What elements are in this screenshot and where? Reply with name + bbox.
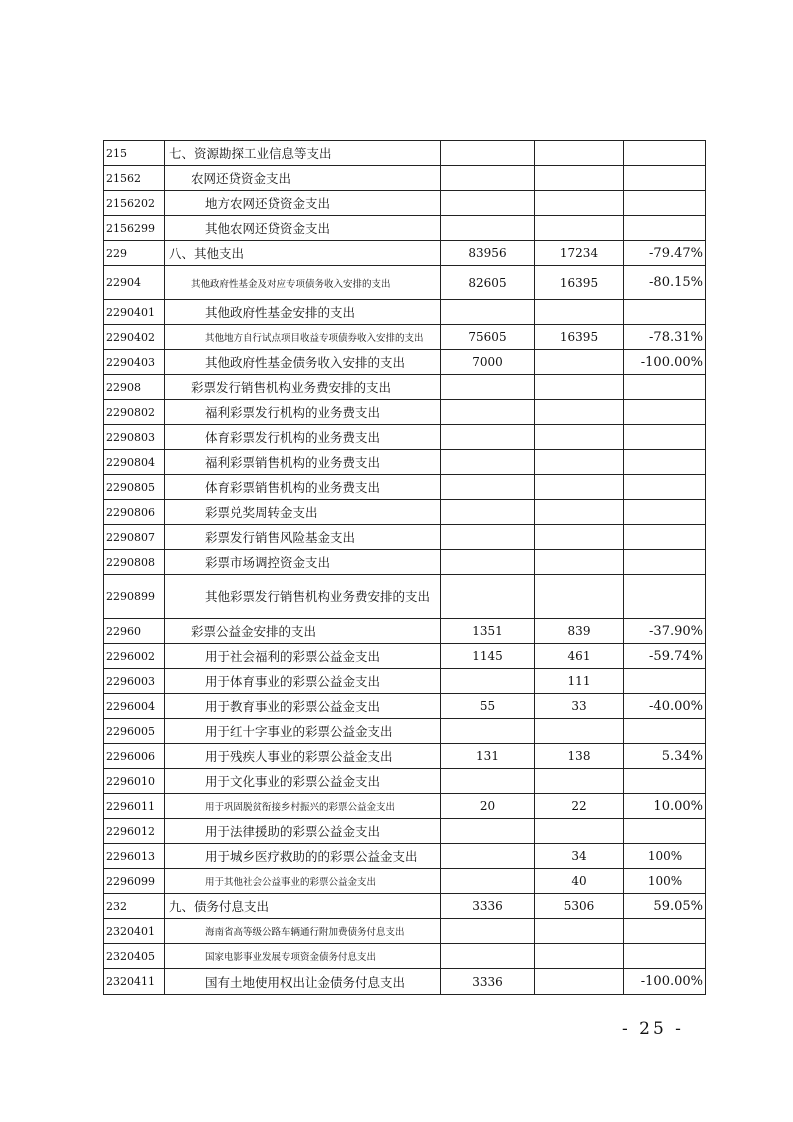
table-row <box>104 644 706 669</box>
table-row <box>104 694 706 719</box>
row-value-prev <box>441 216 535 241</box>
row-code: 215 <box>104 141 165 166</box>
row-value-curr <box>535 919 624 944</box>
row-item-name: 用于城乡医疗救助的的彩票公益金支出 <box>165 844 441 869</box>
row-change-pct: 100% <box>624 869 706 894</box>
row-value-prev: 1351 <box>441 619 535 644</box>
page-number: - 25 - <box>622 1019 684 1039</box>
row-item-name: 国家电影事业发展专项资金债务付息支出 <box>165 944 441 969</box>
row-item-name: 福利彩票销售机构的业务费支出 <box>165 450 441 475</box>
row-value-prev <box>441 944 535 969</box>
row-item-name: 彩票公益金安排的支出 <box>165 619 441 644</box>
row-value-prev <box>441 450 535 475</box>
row-value-curr <box>535 575 624 619</box>
row-code: 232 <box>104 894 165 919</box>
row-value-prev <box>441 769 535 794</box>
row-code: 2156202 <box>104 191 165 216</box>
row-code: 2296013 <box>104 844 165 869</box>
row-value-prev: 83956 <box>441 241 535 266</box>
row-value-prev: 82605 <box>441 266 535 300</box>
row-code: 2296010 <box>104 769 165 794</box>
table-row <box>104 944 706 969</box>
row-value-curr <box>535 350 624 375</box>
row-item-name: 用于红十字事业的彩票公益金支出 <box>165 719 441 744</box>
row-code: 2296004 <box>104 694 165 719</box>
row-value-prev <box>441 719 535 744</box>
row-change-pct <box>624 525 706 550</box>
row-code: 2290805 <box>104 475 165 500</box>
row-code: 22904 <box>104 266 165 300</box>
table-row <box>104 425 706 450</box>
row-code: 2290802 <box>104 400 165 425</box>
row-code: 2290403 <box>104 350 165 375</box>
row-code: 2296003 <box>104 669 165 694</box>
row-value-curr <box>535 300 624 325</box>
row-item-name: 七、资源勘探工业信息等支出 <box>165 141 441 166</box>
row-change-pct <box>624 575 706 619</box>
row-item-name: 用于其他社会公益事业的彩票公益金支出 <box>165 869 441 894</box>
row-code: 2320405 <box>104 944 165 969</box>
table-row <box>104 166 706 191</box>
row-value-prev <box>441 844 535 869</box>
row-item-name: 彩票兑奖周转金支出 <box>165 500 441 525</box>
table-row <box>104 769 706 794</box>
row-change-pct <box>624 550 706 575</box>
row-code: 2290807 <box>104 525 165 550</box>
row-change-pct <box>624 944 706 969</box>
row-item-name: 用于体育事业的彩票公益金支出 <box>165 669 441 694</box>
table-row <box>104 400 706 425</box>
row-change-pct <box>624 375 706 400</box>
row-value-curr <box>535 525 624 550</box>
table-row <box>104 191 706 216</box>
table-row <box>104 216 706 241</box>
row-value-prev <box>441 919 535 944</box>
row-change-pct <box>624 300 706 325</box>
row-change-pct: -80.15% <box>624 266 706 300</box>
row-item-name: 海南省高等级公路车辆通行附加费债务付息支出 <box>165 919 441 944</box>
row-value-curr: 17234 <box>535 241 624 266</box>
table-row <box>104 141 706 166</box>
row-value-curr <box>535 450 624 475</box>
row-item-name: 用于巩固脱贫衔接乡村振兴的彩票公益金支出 <box>165 794 441 819</box>
row-value-prev <box>441 525 535 550</box>
row-change-pct: 10.00% <box>624 794 706 819</box>
table-row <box>104 744 706 769</box>
row-change-pct <box>624 450 706 475</box>
row-value-curr: 111 <box>535 669 624 694</box>
row-value-prev: 7000 <box>441 350 535 375</box>
row-value-curr: 16395 <box>535 325 624 350</box>
row-change-pct: -100.00% <box>624 969 706 995</box>
row-code: 22908 <box>104 375 165 400</box>
row-item-name: 其他地方自行试点项目收益专项债券收入安排的支出 <box>165 325 441 350</box>
row-value-curr <box>535 375 624 400</box>
table-row <box>104 719 706 744</box>
row-value-curr <box>535 550 624 575</box>
row-code: 2290806 <box>104 500 165 525</box>
row-value-curr: 34 <box>535 844 624 869</box>
row-value-prev <box>441 141 535 166</box>
table-row <box>104 525 706 550</box>
table-row <box>104 575 706 619</box>
row-value-curr: 5306 <box>535 894 624 919</box>
row-value-curr: 839 <box>535 619 624 644</box>
row-change-pct <box>624 669 706 694</box>
row-change-pct: -59.74% <box>624 644 706 669</box>
row-value-curr <box>535 400 624 425</box>
row-value-prev <box>441 819 535 844</box>
row-item-name: 其他政府性基金安排的支出 <box>165 300 441 325</box>
row-value-prev: 3336 <box>441 894 535 919</box>
row-change-pct: -37.90% <box>624 619 706 644</box>
row-item-name: 其他政府性基金及对应专项债务收入安排的支出 <box>165 266 441 300</box>
row-code: 2296011 <box>104 794 165 819</box>
row-item-name: 体育彩票销售机构的业务费支出 <box>165 475 441 500</box>
row-value-prev <box>441 869 535 894</box>
row-change-pct <box>624 500 706 525</box>
table-row <box>104 819 706 844</box>
table-row <box>104 550 706 575</box>
row-value-prev <box>441 166 535 191</box>
row-value-prev <box>441 300 535 325</box>
row-change-pct: 100% <box>624 844 706 869</box>
row-value-curr: 461 <box>535 644 624 669</box>
row-change-pct <box>624 141 706 166</box>
row-change-pct: -78.31% <box>624 325 706 350</box>
table-row <box>104 375 706 400</box>
row-change-pct <box>624 400 706 425</box>
row-value-curr <box>535 969 624 995</box>
row-item-name: 用于社会福利的彩票公益金支出 <box>165 644 441 669</box>
row-code: 2290401 <box>104 300 165 325</box>
row-value-curr <box>535 719 624 744</box>
row-item-name: 体育彩票发行机构的业务费支出 <box>165 425 441 450</box>
table-row <box>104 350 706 375</box>
row-change-pct <box>624 475 706 500</box>
row-change-pct: -40.00% <box>624 694 706 719</box>
row-value-prev: 55 <box>441 694 535 719</box>
row-value-curr <box>535 819 624 844</box>
table-row <box>104 500 706 525</box>
row-value-curr <box>535 425 624 450</box>
row-code: 2290804 <box>104 450 165 475</box>
row-value-prev: 3336 <box>441 969 535 995</box>
row-item-name: 用于教育事业的彩票公益金支出 <box>165 694 441 719</box>
row-value-prev: 131 <box>441 744 535 769</box>
row-value-prev <box>441 500 535 525</box>
row-item-name: 九、债务付息支出 <box>165 894 441 919</box>
row-value-curr: 33 <box>535 694 624 719</box>
row-item-name: 国有土地使用权出让金债务付息支出 <box>165 969 441 995</box>
row-value-prev <box>441 375 535 400</box>
row-value-curr <box>535 500 624 525</box>
row-change-pct <box>624 919 706 944</box>
budget-table <box>103 140 706 995</box>
row-value-curr <box>535 769 624 794</box>
table-row <box>104 844 706 869</box>
row-code: 2296006 <box>104 744 165 769</box>
row-value-curr: 40 <box>535 869 624 894</box>
row-change-pct <box>624 191 706 216</box>
row-code: 2296012 <box>104 819 165 844</box>
table-row <box>104 325 706 350</box>
row-value-curr <box>535 191 624 216</box>
row-value-prev <box>441 425 535 450</box>
row-change-pct <box>624 216 706 241</box>
row-code: 2290402 <box>104 325 165 350</box>
row-value-prev <box>441 475 535 500</box>
row-value-curr <box>535 216 624 241</box>
row-item-name: 农网还贷资金支出 <box>165 166 441 191</box>
row-value-curr: 16395 <box>535 266 624 300</box>
row-code: 2296002 <box>104 644 165 669</box>
row-value-prev: 1145 <box>441 644 535 669</box>
row-value-prev <box>441 669 535 694</box>
row-value-prev <box>441 191 535 216</box>
row-value-curr: 138 <box>535 744 624 769</box>
row-item-name: 彩票市场调控资金支出 <box>165 550 441 575</box>
row-item-name: 地方农网还贷资金支出 <box>165 191 441 216</box>
table-row <box>104 450 706 475</box>
row-change-pct: -79.47% <box>624 241 706 266</box>
table-row <box>104 619 706 644</box>
row-code: 2320411 <box>104 969 165 995</box>
table-row <box>104 919 706 944</box>
row-code: 2320401 <box>104 919 165 944</box>
row-value-prev: 20 <box>441 794 535 819</box>
row-change-pct <box>624 819 706 844</box>
row-code: 2290899 <box>104 575 165 619</box>
table-row <box>104 869 706 894</box>
row-item-name: 其他农网还贷资金支出 <box>165 216 441 241</box>
table-row <box>104 241 706 266</box>
row-code: 229 <box>104 241 165 266</box>
row-item-name: 用于文化事业的彩票公益金支出 <box>165 769 441 794</box>
row-change-pct: 5.34% <box>624 744 706 769</box>
row-code: 2290808 <box>104 550 165 575</box>
row-value-prev: 75605 <box>441 325 535 350</box>
row-item-name: 其他彩票发行销售机构业务费安排的支出 <box>165 575 441 619</box>
row-value-curr <box>535 166 624 191</box>
row-change-pct: -100.00% <box>624 350 706 375</box>
row-item-name: 福利彩票发行机构的业务费支出 <box>165 400 441 425</box>
row-change-pct: 59.05% <box>624 894 706 919</box>
row-change-pct <box>624 425 706 450</box>
row-value-prev <box>441 550 535 575</box>
table-row <box>104 794 706 819</box>
row-value-curr: 22 <box>535 794 624 819</box>
row-change-pct <box>624 769 706 794</box>
row-code: 2296099 <box>104 869 165 894</box>
row-value-prev <box>441 575 535 619</box>
row-value-curr <box>535 944 624 969</box>
row-code: 22960 <box>104 619 165 644</box>
row-change-pct <box>624 719 706 744</box>
row-change-pct <box>624 166 706 191</box>
row-value-curr <box>535 141 624 166</box>
row-value-prev <box>441 400 535 425</box>
table-row <box>104 475 706 500</box>
row-code: 2156299 <box>104 216 165 241</box>
table-row <box>104 669 706 694</box>
table-row <box>104 969 706 995</box>
table-row <box>104 300 706 325</box>
row-item-name: 八、其他支出 <box>165 241 441 266</box>
row-code: 2290803 <box>104 425 165 450</box>
row-item-name: 彩票发行销售风险基金支出 <box>165 525 441 550</box>
row-item-name: 彩票发行销售机构业务费安排的支出 <box>165 375 441 400</box>
table-row <box>104 266 706 300</box>
row-item-name: 其他政府性基金债务收入安排的支出 <box>165 350 441 375</box>
row-item-name: 用于残疾人事业的彩票公益金支出 <box>165 744 441 769</box>
row-code: 21562 <box>104 166 165 191</box>
row-item-name: 用于法律援助的彩票公益金支出 <box>165 819 441 844</box>
table-row <box>104 894 706 919</box>
row-value-curr <box>535 475 624 500</box>
row-code: 2296005 <box>104 719 165 744</box>
